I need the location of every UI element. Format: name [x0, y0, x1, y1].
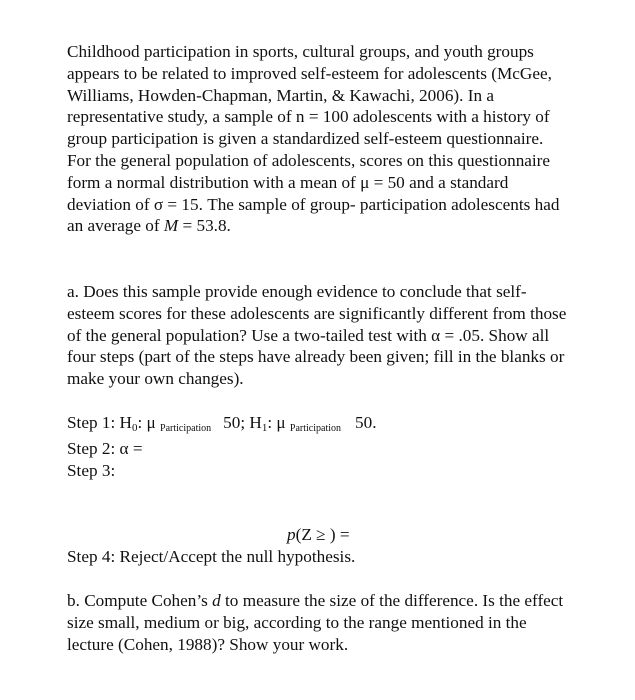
step-1-label: Step 1: H [67, 413, 132, 432]
h1-subscript: 1 [261, 422, 268, 434]
p-value-line [287, 524, 350, 546]
question-b-text-2: to measure the size of the difference. Is the effect size small, medium or big, according to the range mentioned in the lecture (Cohen, 1988)? Show your work. [67, 591, 564, 654]
participation-subscript-b: Participation [289, 423, 342, 434]
cohens-d-symbol: d [212, 591, 221, 610]
h0-value: 50; H [223, 413, 262, 432]
p-expression: (Z ≥ ) = [295, 525, 350, 544]
step-3: Step 3: [67, 461, 116, 480]
intro-paragraph [67, 41, 567, 237]
question-b [67, 590, 567, 655]
h1-mu: : μ [267, 413, 286, 432]
question-a: a. Does this sample provide enough evidence to conclude that self-esteem scores for these adolescents are significantly different from those of the general population? Use a two-tailed test with α = .05. Show all four steps (part of the steps have already been given; fill in the blanks or make your own changes). [67, 282, 567, 389]
step-2: Step 2: α = [67, 439, 143, 458]
intro-text-1: Childhood participation in sports, cultural groups, and youth groups appears to be related to improved self-esteem for adolescents (McGee, Williams, Howden-Chapman, Martin, & Kawachi, 2006). In a representative study, a sample of n = 100 adolescents with a history of group participation is given a standardized self-esteem questionnaire. For the general population of adolescents, scores on this questionnaire form a normal distribution with a mean of μ = 50 and a standard deviation of σ = 15. The sample of group- participation adolescents had an average of [67, 42, 560, 236]
step-4: Step 4: Reject/Accept the null hypothesis. [67, 547, 356, 566]
intro-text-2: = 53.8. [178, 216, 231, 236]
question-b-text-1: b. Compute Cohen’s [67, 591, 213, 610]
h0-mu: : μ [137, 413, 156, 432]
h1-value: 50. [355, 413, 377, 432]
sample-mean-symbol: M [163, 216, 179, 236]
h0-subscript: 0 [131, 422, 138, 434]
participation-subscript-a: Participation [160, 423, 212, 434]
step-1 [67, 412, 377, 440]
p-symbol: p [287, 525, 296, 544]
